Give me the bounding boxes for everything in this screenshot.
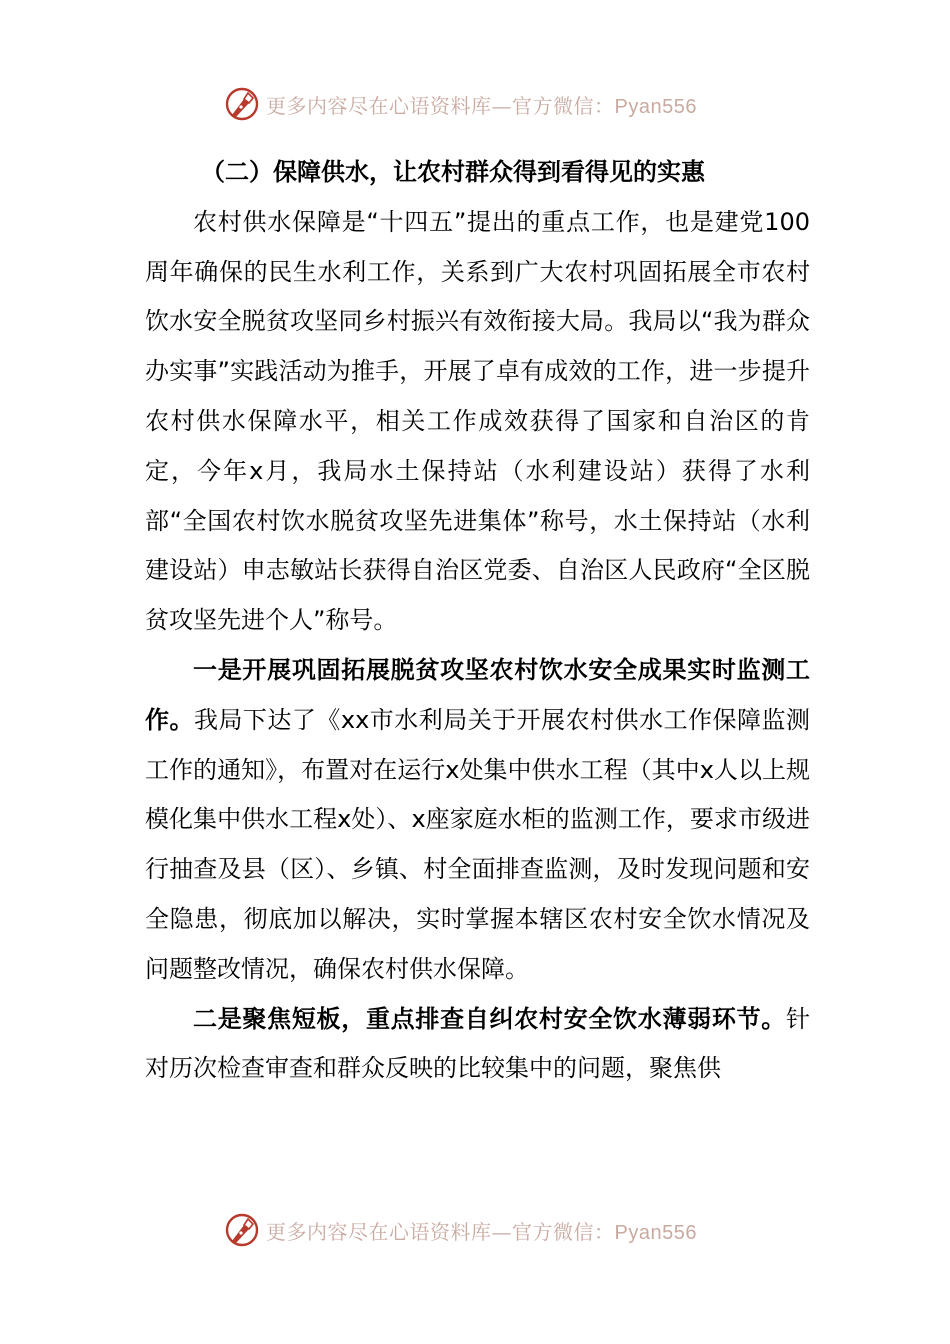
section-heading: （二）保障供水，让农村群众得到看得见的实惠 [201,158,705,186]
paragraph [145,995,810,1095]
watermark-text: 更多内容尽在心语资料库—官方微信： [266,93,615,118]
paragraph-lead: 二是聚焦短板，重点排查自纠农村安全饮水薄弱环节。 [193,1004,786,1033]
paragraph: 农村供水保障是“十四五”提出的重点工作，也是建党100周年确保的民生水利工作，关系到广大农村巩固拓展全市农村饮水安全脱贫攻坚同乡村振兴有效衔接大局。我局以“我为群众办实事”实践活动为推手，开展了卓有成效的工作，进一步提升农村供水保障水平，相关工作成效获得了国家和自治区的肯定，今年x月，我局水土保持站（水利建设站）获得了水利部“全国农村饮水脱贫攻坚先进集体”称号，水土保持站（水利建设站）申志敏站长获得自治区党委、自治区人民政府“全区脱贫攻坚先进个人”称号。 [145,207,810,635]
watermark-footer [224,1210,697,1250]
paragraph [145,646,810,995]
paragraph-body: 我局下达了《xx市水利局关于开展农村供水工作保障监测工作的通知》，布置对在运行x处集中供水工程（其中x人以上规模化集中供水工程x处）、x座家庭水柜的监测工作，要求市级进行抽查及县（区）、乡镇、村全面排查监测，及时发现问题和安全隐患，彻底加以解决，实时掌握本辖区农村安全饮水情况及问题整改情况，确保农村供水保障。 [145,705,810,983]
pen-nib-logo-icon [224,1212,260,1248]
watermark-wechat-id: Pyan556 [614,1221,697,1244]
pen-nib-logo-icon [224,86,260,122]
document-body [145,148,810,1094]
watermark-header [224,84,697,124]
paragraph-lead: 一是开展巩固拓展脱贫攻坚农村饮水安全成果实时监测工作。 [145,655,810,734]
watermark-text: 更多内容尽在心语资料库—官方微信： [266,1219,615,1244]
watermark-wechat-id: Pyan556 [614,95,697,118]
paragraph-body: 针对历次检查审查和群众反映的比较集中的问题，聚焦供 [145,1004,810,1083]
